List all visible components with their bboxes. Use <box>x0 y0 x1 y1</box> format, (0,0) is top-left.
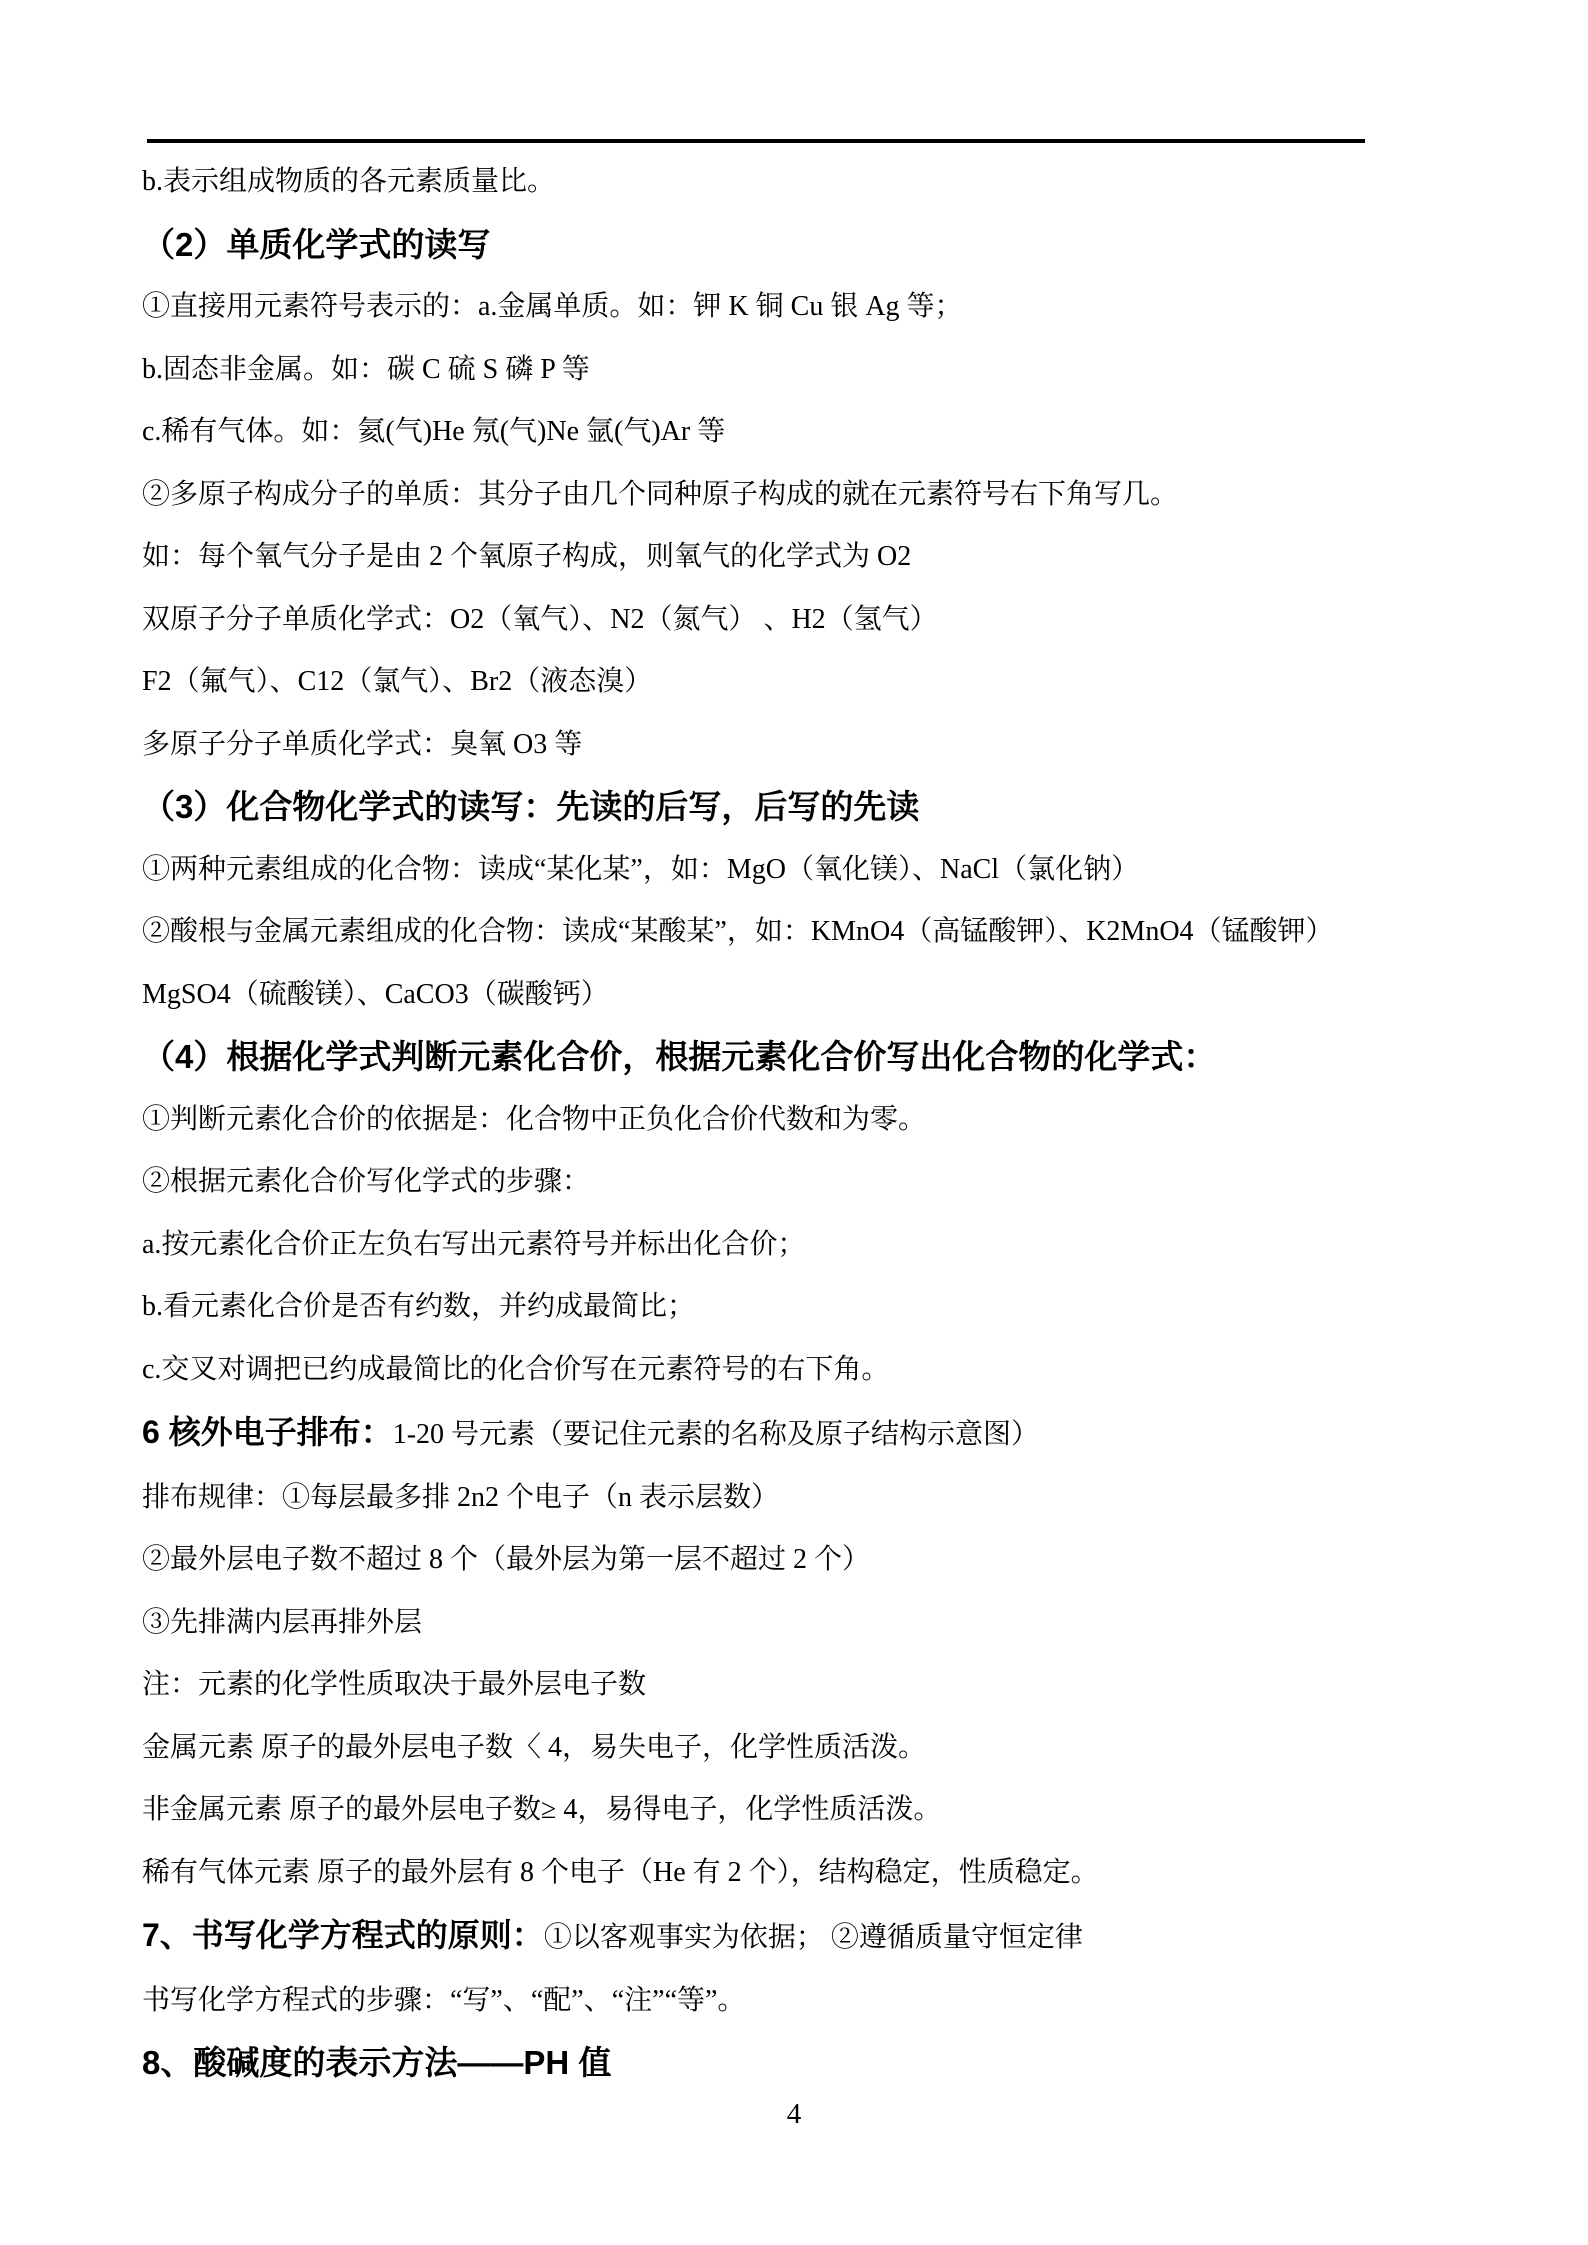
para-mass-ratio <box>142 151 1542 214</box>
text-segment: a.按元素化合价正左负右写出元素符号并标出化合价； <box>142 1228 806 1260</box>
text-segment: 8、酸碱度的表示方法——PH 值 <box>142 2044 612 2081</box>
para-polyatomic-rule <box>142 464 1542 527</box>
text-segment: ②最外层电子数不超过 8 个（最外层为第一层不超过 2 个） <box>142 1544 871 1575</box>
heading-section-6-electron <box>142 1401 1542 1467</box>
heading-section-3 <box>142 776 1542 839</box>
text-segment: 6 核外电子排布： <box>142 1414 393 1450</box>
para-valence-step-b <box>142 1276 1542 1339</box>
para-metal-elements <box>142 1717 1542 1780</box>
para-acid-radical-compound-2 <box>142 964 1542 1027</box>
text-segment: ②多原子构成分子的单质：其分子由几个同种原子构成的就在元素符号右下角写几。 <box>142 478 1179 510</box>
para-acid-radical-compound <box>142 901 1542 964</box>
para-valence-steps <box>142 1151 1542 1214</box>
para-arrangement-rule-1 <box>142 1467 1542 1530</box>
para-valence-step-a <box>142 1214 1542 1277</box>
text-segment: 排布规律：①每层最多排 2n2 个电子（n 表示层数） <box>142 1481 780 1513</box>
text-segment: 7、书写化学方程式的原则： <box>142 1917 544 1953</box>
para-arrangement-rule-3 <box>142 1592 1542 1655</box>
text-segment: MgSO4（硫酸镁）、CaCO3（碳酸钙） <box>142 978 609 1010</box>
document-content <box>142 151 1542 2095</box>
para-arrangement-rule-2 <box>142 1529 1542 1592</box>
text-segment: 注：元素的化学性质取决于最外层电子数 <box>142 1669 647 1700</box>
heading-section-2 <box>142 214 1542 277</box>
text-segment: ②根据元素化合价写化学式的步骤： <box>142 1166 591 1197</box>
text-segment: c.交叉对调把已约成最简比的化合价写在元素符号的右下角。 <box>142 1353 890 1385</box>
para-equation-steps <box>142 1970 1542 2033</box>
text-segment: ①判断元素化合价的依据是：化合物中正负化合价代数和为零。 <box>142 1103 927 1135</box>
text-segment: （4）根据化学式判断元素化合价，根据元素化合价写出化合物的化学式： <box>142 1038 1217 1075</box>
text-segment: b.表示组成物质的各元素质量比。 <box>142 166 556 197</box>
text-segment: 多原子分子单质化学式：臭氧 O3 等 <box>142 728 583 760</box>
text-segment: ③先排满内层再排外层 <box>142 1606 423 1638</box>
para-oxygen-example <box>142 526 1542 589</box>
heading-section-4 <box>142 1026 1542 1089</box>
heading-section-8-ph <box>142 2032 1542 2095</box>
para-nonmetal-elements <box>142 1779 1542 1842</box>
text-segment: ①直接用元素符号表示的：a.金属单质。如：钾 K 铜 Cu 银 Ag 等； <box>142 291 963 322</box>
heading-section-7-equation <box>142 1904 1542 1970</box>
page-number: 4 <box>786 2098 802 2130</box>
text-segment: F2（氟气）、C12（氯气）、Br2（液态溴） <box>142 666 653 697</box>
text-segment: 1-20 号元素（要记住元素的名称及原子结构示意图） <box>392 1419 1040 1450</box>
para-noble-gas-elements <box>142 1842 1542 1905</box>
text-segment: ②酸根与金属元素组成的化合物：读成“某酸某”，如：KMnO4（高锰酸钾）、K2MnO4（锰酸钾） <box>142 916 1334 947</box>
para-element-symbol <box>142 276 1542 339</box>
para-noble-gas <box>142 401 1542 464</box>
text-segment: c.稀有气体。如：氦(气)He 氖(气)Ne 氩(气)Ar 等 <box>142 416 726 447</box>
text-segment: b.看元素化合价是否有约数，并约成最简比； <box>142 1291 696 1322</box>
text-segment: 金属元素 原子的最外层电子数〈 4，易失电子，化学性质活泼。 <box>142 1731 927 1763</box>
text-segment: 非金属元素 原子的最外层电子数≥ 4，易得电子，化学性质活泼。 <box>142 1794 942 1825</box>
text-segment: 书写化学方程式的步骤：“写”、“配”、“注”“等”。 <box>142 1984 746 2016</box>
text-segment: （3）化合物化学式的读写：先读的后写，后写的先读 <box>142 788 920 825</box>
header-rule <box>147 139 1365 143</box>
para-solid-nonmetal <box>142 339 1542 402</box>
text-segment: ①两种元素组成的化合物：读成“某化某”，如：MgO（氧化镁）、NaCl（氯化钠） <box>142 853 1140 885</box>
para-two-element-compound <box>142 839 1542 902</box>
para-valence-step-c <box>142 1339 1542 1402</box>
text-segment: 如：每个氧气分子是由 2 个氧原子构成，则氧气的化学式为 O2 <box>142 541 912 572</box>
para-note-outer-electrons <box>142 1654 1542 1717</box>
text-segment: 稀有气体元素 原子的最外层有 8 个电子（He 有 2 个），结构稳定，性质稳定。 <box>142 1856 1099 1888</box>
para-valence-basis <box>142 1089 1542 1152</box>
text-segment: （2）单质化学式的读写 <box>142 225 491 263</box>
para-diatomic-formulas <box>142 589 1542 652</box>
text-segment: b.固态非金属。如：碳 C 硫 S 磷 P 等 <box>142 353 590 385</box>
para-diatomic-formulas-2 <box>142 651 1542 714</box>
text-segment: 双原子分子单质化学式：O2（氧气）、N2（氮气） 、H2（氢气） <box>142 603 938 635</box>
text-segment: ①以客观事实为依据； ②遵循质量守恒定律 <box>543 1922 1083 1953</box>
para-polyatomic-formulas <box>142 714 1542 777</box>
